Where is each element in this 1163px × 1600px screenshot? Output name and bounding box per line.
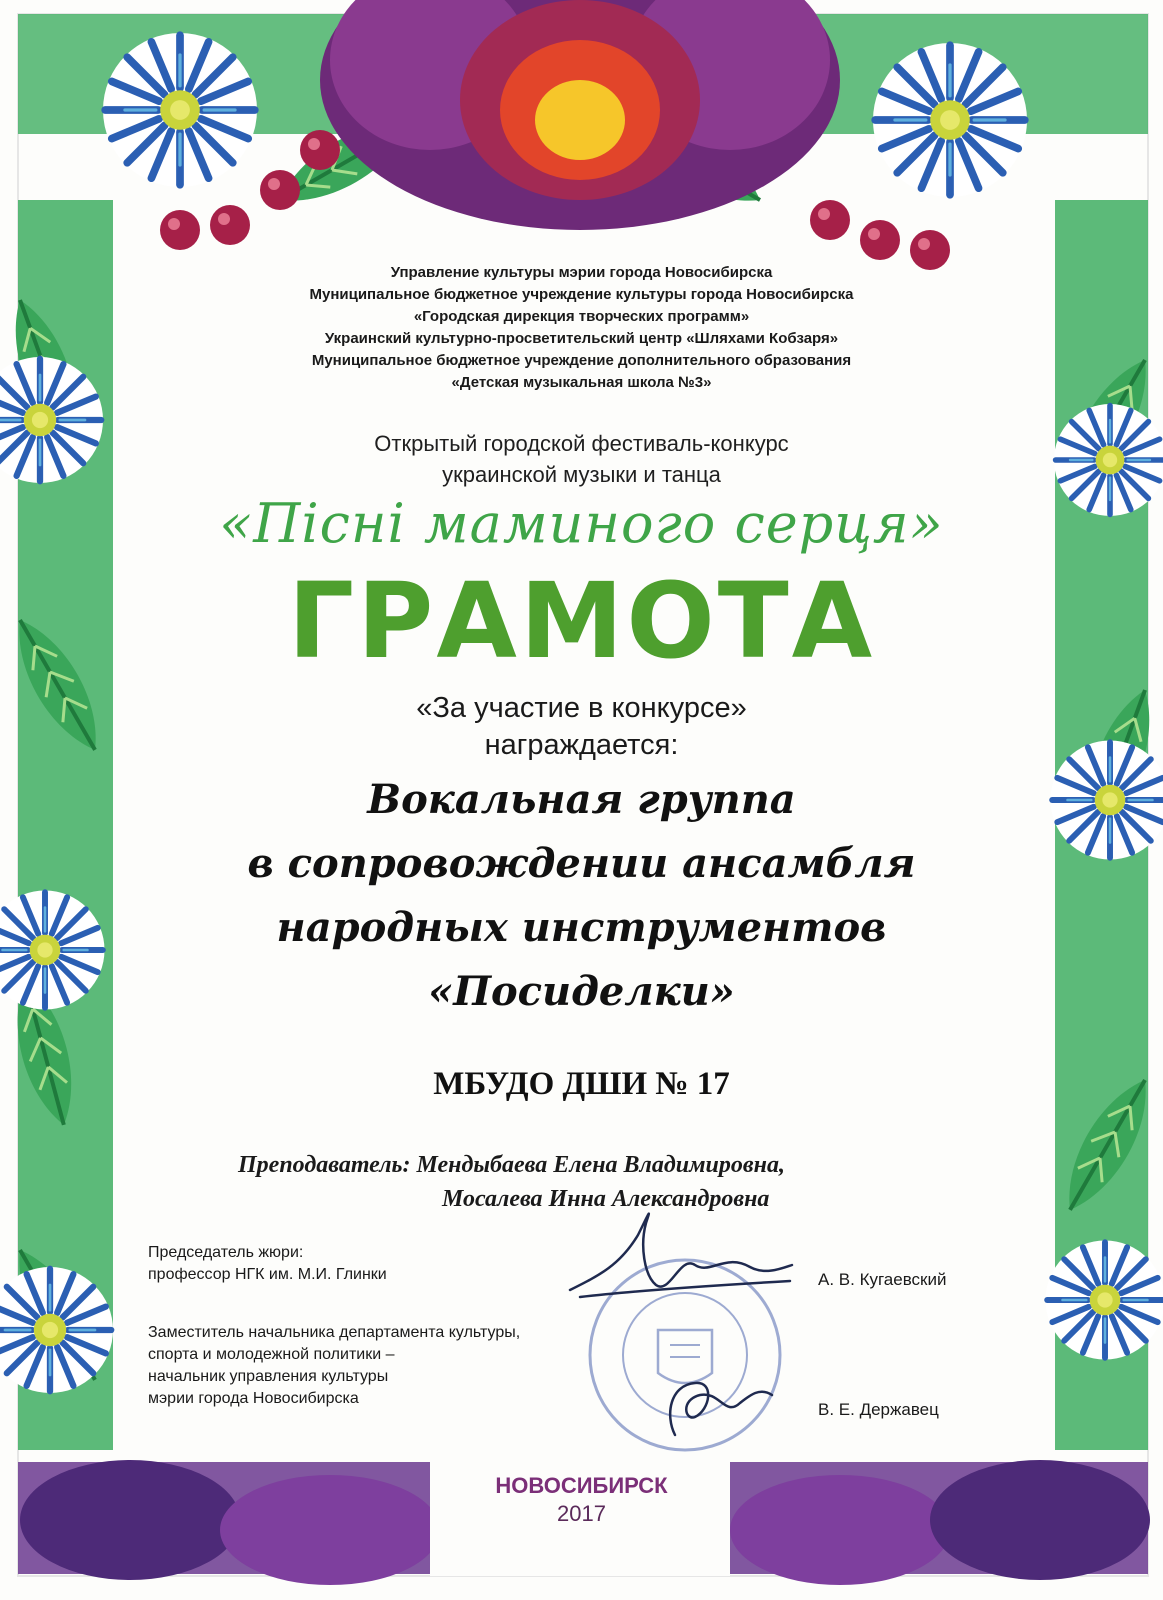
organizer-line: Управление культуры мэрии города Новосибирска: [390, 264, 773, 281]
deputy-role-line-3: начальник управления культуры: [148, 1368, 389, 1385]
deputy-role-line-2: спорта и молодежной политики –: [148, 1346, 395, 1363]
stamp-and-signatures: [560, 1195, 800, 1465]
award-block: [0, 690, 1163, 764]
jury-chair-role: [148, 1242, 387, 1286]
city-name: НОВОСИБИРСК: [495, 1473, 668, 1498]
year: 2017: [557, 1501, 606, 1526]
organizer-line: «Детская музыкальная школа №3»: [451, 374, 712, 391]
teacher-line-1: Преподаватель: Мендыбаева Елена Владимировна,: [238, 1152, 785, 1178]
festival-line-1: Открытый городской фестиваль-конкурс: [374, 431, 789, 456]
jury-role-line-1: Председатель жюри:: [148, 1244, 304, 1261]
jury-role-line-2: профессор НГК им. М.И. Глинки: [148, 1266, 387, 1283]
organizer-line: Муниципальное бюджетное учреждение дополнительного образования: [311, 352, 852, 369]
signature-deputy: [670, 1383, 772, 1435]
deputy-role-line-4: мэрии города Новосибирска: [148, 1390, 359, 1407]
organizer-line: «Городская дирекция творческих программ»: [413, 308, 750, 325]
jury-chair-name: А. В. Кугаевский: [818, 1270, 947, 1289]
recipient-block: [0, 768, 1163, 1024]
festival-line-2: украинской музыки и танца: [442, 462, 721, 487]
organizer-line: Муниципальное бюджетное учреждение культуры города Новосибирска: [309, 286, 854, 303]
deputy-role: [148, 1322, 520, 1410]
school-name: МБУДО ДШИ № 17: [433, 1066, 730, 1102]
festival-description: [0, 428, 1163, 490]
festival-name: «Пісні маминого серця»: [219, 492, 944, 555]
teacher-line-2: Мосалева Инна Александровна: [442, 1186, 770, 1212]
recipient-line: Вокальная группа: [367, 776, 796, 823]
organizers-block: [0, 262, 1163, 394]
footer: [0, 1472, 1163, 1528]
recipient-line: народных инструментов: [276, 904, 887, 951]
signature-jury-chair: [570, 1214, 792, 1297]
organizer-line: Украинский культурно-просветительский центр «Шляхами Кобзаря»: [324, 330, 839, 347]
deputy-name: В. Е. Державец: [818, 1400, 939, 1419]
recipient-line: «Посиделки»: [428, 968, 735, 1015]
certificate-title: ГРАМОТА: [287, 560, 876, 682]
nomination: «За участие в конкурсе»: [416, 692, 747, 724]
awarded-label: награждается:: [484, 729, 679, 761]
deputy-role-line-1: Заместитель начальника департамента культуры,: [148, 1324, 521, 1341]
recipient-line: в сопровождении ансамбля: [247, 840, 916, 887]
